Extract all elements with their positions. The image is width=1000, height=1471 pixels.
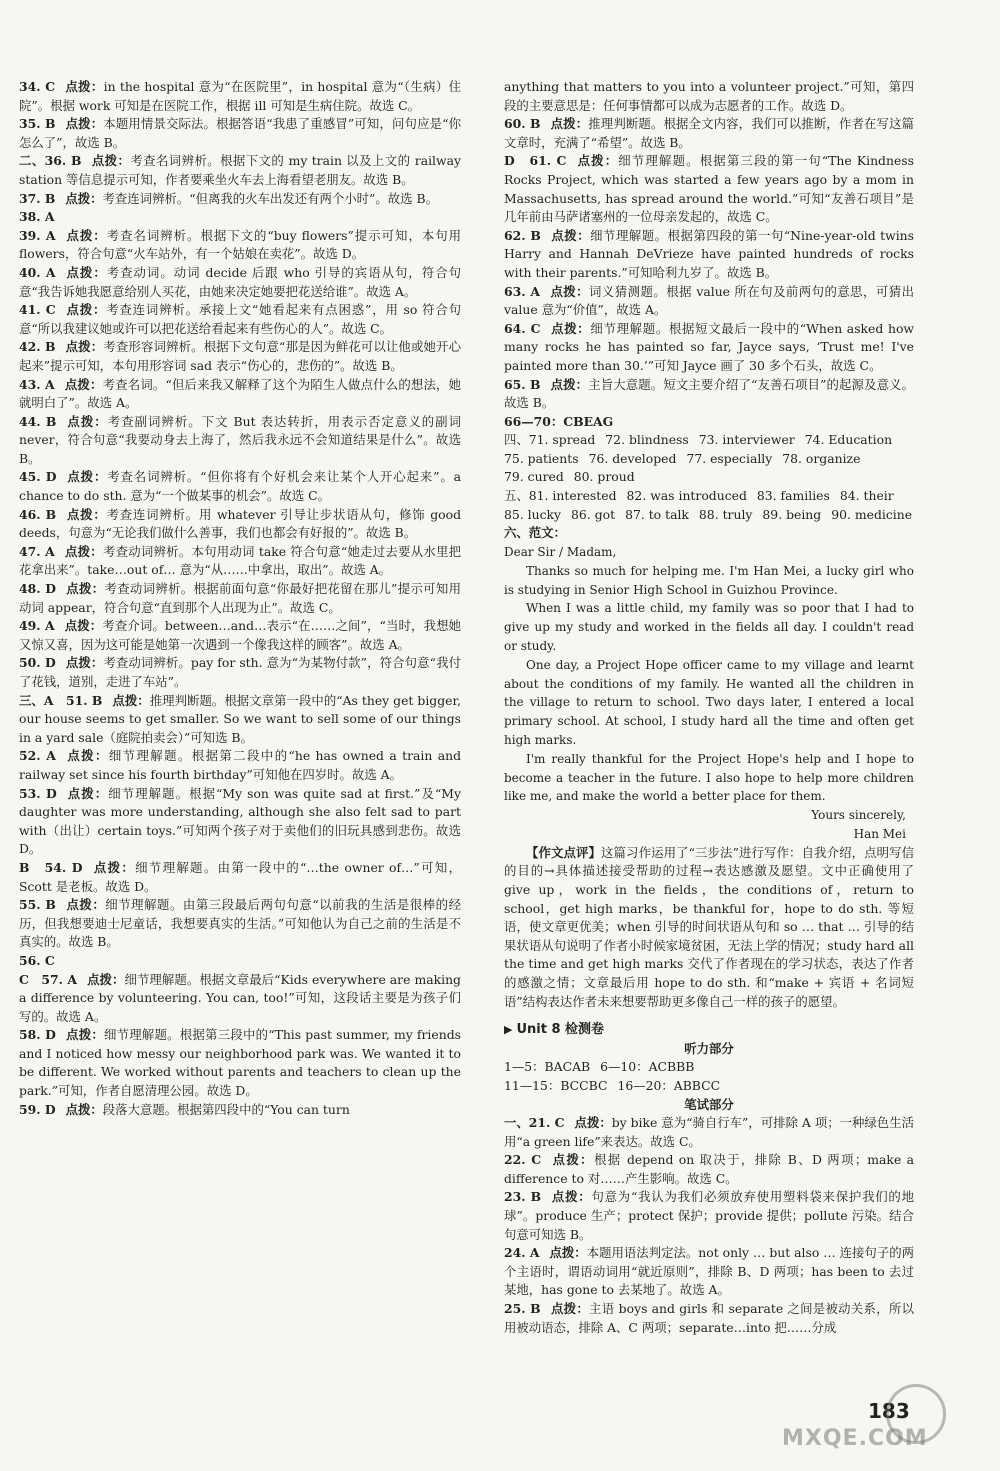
answer-number: 二、36. B <box>19 153 82 169</box>
answer-entry <box>19 971 461 1027</box>
answer-number: 一、21. C <box>504 1115 565 1131</box>
answer-entry <box>19 152 461 189</box>
hint-text: 根据 depend on 取决于，排除 B、D 两项；make a difference to 对……产生影响。故选 C。 <box>504 1152 915 1186</box>
answer-number: 64. C <box>504 320 541 336</box>
hint-text: 考查连词辨析。“但离我的火车出发还有两个小时”。故选 B。 <box>102 190 438 206</box>
answer-entry <box>504 152 914 226</box>
essay-paragraph: When I was a little child, my family was so poor that I had to give up my study and worked in the fields all day. I couldn't read or study. <box>504 601 914 654</box>
listening-row <box>504 1077 914 1096</box>
unit8-title <box>504 1021 914 1040</box>
hint-label: 点拨： <box>550 1301 590 1317</box>
hint-text: 考查形容词辨析。根据下文句意“那是因为鲜花可以让他或她开心起来”提示可知，本句用形容词 sad 表示“伤心的，悲伤的”。故选 B。 <box>19 339 462 373</box>
hint-label: 点拨： <box>66 469 108 485</box>
hint-label: 点拨： <box>65 1027 104 1043</box>
answer-entry <box>19 747 461 784</box>
answer-number: C 57. A <box>19 971 77 987</box>
answer-cell: 五、81. interested <box>504 488 617 504</box>
answer-number: 38. A <box>19 209 55 225</box>
watermark-text: MXQE.COM <box>782 1426 928 1451</box>
answer-entry <box>504 283 914 320</box>
answer-cell: 87. to talk <box>625 506 689 522</box>
answer-number: 53. D <box>19 785 57 801</box>
answer-row <box>504 468 914 487</box>
answer-cell: 78. organize <box>782 450 861 466</box>
answer-row <box>504 431 914 450</box>
answer-number: 63. A <box>504 283 540 299</box>
hint-label: 点拨： <box>65 1101 103 1117</box>
essay-paragraph: One day, a Project Hope officer came to my village and learnt about the conditions of my family. He wanted all the children in the village to return to school. Two days later, I entered a local primary school. At school, I study hard all the time and often get high marks. <box>504 657 914 748</box>
hint-label: 点拨： <box>65 897 106 913</box>
answer-entry <box>19 468 461 505</box>
answer-number: 40. A <box>19 264 56 280</box>
answer-number: B 54. D <box>19 859 83 875</box>
answer-cell: 84. their <box>839 488 894 504</box>
answer-cell: 72. blindness <box>605 432 689 448</box>
hint-text: 考查动词。动词 decide 后跟 who 引导的宾语从句，符合句意“我告诉她我愿意给别人买花，由她来决定她要把花送给谁”。故选 A。 <box>19 264 462 299</box>
answer-cell: 83. families <box>756 488 830 504</box>
essay-comment <box>504 844 914 1011</box>
hint-label: 点拨： <box>66 785 109 801</box>
hint-text: 细节理解题。根据第二段中的“he has owned a train and railway set since his fourth birthday”可知他在四岁时。故选 A。 <box>19 748 462 782</box>
answer-entry <box>504 1244 914 1300</box>
answer-number: 34. C <box>19 79 56 94</box>
answer-entry <box>504 115 914 152</box>
hint-label: 点拨： <box>65 79 104 94</box>
hint-text: 考查连词辨析。承接上文“她看起来有点困惑”，用 so 符合句意“所以我建议她或许可以把花送给看起来有些伤心的人”。故选 C。 <box>19 302 461 336</box>
answer-cell: 6—10：ACBBB <box>600 1059 695 1075</box>
hint-text: 细节理解题。根据短文最后一段中的“When asked how many rocks he has painted so far, Jayce says, ‘Trust me! I've painted more than 30.’”可知 Jayce 画了 30 多个石头，故选 C。 <box>504 320 915 373</box>
hint-text: 推理判断题。根据文章第一段中的“As they get bigger, our house seems to get smaller. So we want to sell some of our things in a yard sale（庭院拍卖会）”可知选 B。 <box>19 692 461 745</box>
left-column <box>19 78 461 1119</box>
answer-number: 62. B <box>504 227 541 243</box>
answer-row <box>504 506 914 525</box>
hint-text: 段落大意题。根据第四段中的“You can turn <box>102 1101 350 1117</box>
unit8-items <box>504 1114 914 1337</box>
answer-cell: 86. got <box>571 506 616 522</box>
answer-entry <box>19 413 461 469</box>
essay-comment-label: 【作文点评】 <box>526 844 602 860</box>
hint-text: 推理判断题。根据全文内容，我们可以推断，作者在写这篇文章时，充满了“希望”。故选 B。 <box>504 116 915 150</box>
answer-number: 55. B <box>19 897 56 913</box>
hint-text: 考查介词。between…and…表示“在……之间”，“当时，我想她又惊又喜，因为这可能是她第一次遇到一个像我这样的顾客”。故选 A。 <box>19 618 462 652</box>
answer-number: 37. B <box>19 190 56 206</box>
answer-cell: 90. medicine <box>831 506 913 522</box>
answer-number: 47. A <box>19 543 55 559</box>
hint-text: 考查副词辨析。下文 But 表达转折，用表示否定意义的副词 never，符合句意“我要动身去上海了，然后我永远不会知道结果是什么”。故选 B。 <box>19 413 461 466</box>
answer-entry <box>504 320 914 376</box>
model-essay <box>504 524 914 1011</box>
answer-entry <box>19 654 461 691</box>
answer-entry <box>19 208 461 227</box>
answer-entry <box>19 896 461 952</box>
hint-text: 考查名词辨析。根据下文的“buy flowers”提示可知，本句用 flowers，符合句意“火车站外，有一个姑娘在卖花”。故选 D。 <box>19 227 462 262</box>
answer-entry <box>19 190 461 209</box>
hint-text: 细节理解题。根据“My son was quite sad at first.”及“My daughter was more understanding, although she also felt sad to part with（出让）certain toys.”可知两个孩子对于卖他们的旧玩具感到悲伤。故选 D。 <box>19 785 461 857</box>
hint-label: 点拨： <box>66 506 107 522</box>
answer-number: 三、A 51. B <box>19 692 103 708</box>
answer-number: 43. A <box>19 376 55 392</box>
listening-row <box>504 1058 914 1077</box>
hint-label: 点拨： <box>64 543 103 559</box>
hint-label: 点拨： <box>64 618 103 634</box>
answer-entry <box>19 1101 461 1120</box>
section-four-answers <box>504 431 914 487</box>
hint-text: by bike 意为“骑自行车”，可排除 A 项；一种绿色生活用“a green life”来表达。故选 C。 <box>504 1115 914 1149</box>
answer-number: 39. A <box>19 227 56 243</box>
answer-number: 49. A <box>19 618 55 634</box>
hint-text: 细节理解题。由第一段中的“…the owner of…”可知，Scott 是老板。故选 D。 <box>19 859 461 894</box>
answer-cell: 1—5：BACAB <box>504 1059 591 1075</box>
hint-label: 点拨： <box>64 376 103 392</box>
answer-cell: 80. proud <box>573 469 635 485</box>
answer-number: 48. D <box>19 581 56 597</box>
hint-label: 点拨： <box>550 320 591 336</box>
hint-label: 点拨： <box>65 748 109 764</box>
answer-number: 45. D <box>19 469 57 485</box>
answer-number: 23. B <box>504 1189 542 1205</box>
answer-entry <box>504 1151 914 1188</box>
hint-text: 词义猜测题。根据 value 所在句及前两句的意思，可猜出 value 意为“价值”，故选 A。 <box>504 283 915 318</box>
hint-label: 点拨： <box>550 376 589 392</box>
watermark-logo <box>778 1380 988 1468</box>
answer-entry <box>19 617 461 654</box>
answer-entry <box>19 580 461 617</box>
answers-60-70 <box>504 78 914 431</box>
essay-heading: 六、范文： <box>504 525 566 541</box>
hint-label: 点拨： <box>65 264 107 280</box>
answer-number: 52. A <box>19 748 56 764</box>
answer-entry <box>19 301 461 338</box>
answer-entry <box>19 376 461 413</box>
answer-cell: 75. patients <box>504 450 579 466</box>
answer-entry <box>504 1188 914 1244</box>
hint-text: 考查动词辨析。pay for sth. 意为“为某物付款”，符合句意“我付了花钱，道别，走进了车站”。 <box>19 655 461 689</box>
hint-label: 点拨： <box>551 1189 592 1205</box>
answer-number: 44. B <box>19 413 57 429</box>
hint-text: 细节理解题。根据文章最后“Kids everywhere are making a difference by volunteering. You can, too!”可知，这段话主要是为孩子们写的。故选 A。 <box>19 971 461 1024</box>
right-column <box>504 78 914 1337</box>
hint-text: 考查名词辨析。“但你将有个好机会来让某个人开心起来”。a chance to do sth. 意为“一个做某事的机会”。故选 C。 <box>19 469 461 504</box>
answer-number: 41. C <box>19 302 56 318</box>
answer-entry <box>19 338 461 375</box>
answer-cell: 73. interviewer <box>698 432 795 448</box>
hint-text: 句意为“我认为我们必须放弃使用塑料袋来保护我们的地球”。produce 生产；protect 保护；provide 提供；pollute 污染。结合句意可知选 B。 <box>504 1189 915 1242</box>
answer-entry <box>504 78 914 115</box>
answer-entry <box>504 1114 914 1151</box>
unit8-title-text: Unit 8 检测卷 <box>516 1022 605 1038</box>
hint-text: 细节理解题。根据第三段中的“This past summer, my friends and I noticed how messy our neighborhood park was. We wanted it to be different. We worked without parents and teachers to clean up the park.”可知，作者自愿清理公园。故选 D。 <box>19 1027 461 1099</box>
answer-entry <box>504 227 914 283</box>
hint-label: 点拨： <box>549 1245 587 1261</box>
answer-number: 25. B <box>504 1301 541 1317</box>
answer-number: 60. B <box>504 116 541 132</box>
hint-label: 点拨： <box>550 116 589 132</box>
answer-cell: 88. truly <box>698 506 753 522</box>
hint-label: 点拨： <box>65 190 103 206</box>
answer-row <box>504 450 914 469</box>
answer-number: D 61. C <box>504 153 567 169</box>
answer-cell: 74. Education <box>804 432 893 448</box>
answer-entry <box>19 952 461 971</box>
hint-text: 主语 boys and girls 和 separate 之间是被动关系，所以用被动语态，排除 A、C 两项；separate…into 把……分成 <box>504 1301 915 1335</box>
answer-entry <box>19 543 461 580</box>
answer-entry <box>19 227 461 264</box>
hint-text: 主旨大意题。短文主要介绍了“友善石项目”的起源及意义。故选 B。 <box>504 376 915 411</box>
answer-entry <box>19 1026 461 1100</box>
essay-greeting: Dear Sir / Madam, <box>504 545 617 560</box>
section-five-answers <box>504 487 914 524</box>
hint-text: 细节理解题。根据第三段的第一句“The Kindness Rocks Project, which was started a few years ago by a mom in Massachusetts, has spread around the world.”可知“友善石项目”是几年前由马萨诸塞州的一位母亲发起的，故选 C。 <box>504 153 915 225</box>
writing-header: 笔试部分 <box>684 1096 734 1112</box>
hint-label: 点拨： <box>112 692 150 708</box>
hint-text: 考查名词。“但后来我又解释了这个为陌生人做点什么的想法，她就明白了”。故选 A。 <box>19 376 462 411</box>
answer-entry <box>19 785 461 859</box>
hint-label: 点拨： <box>574 1115 612 1131</box>
answer-number: 42. B <box>19 339 56 355</box>
answer-number: 46. B <box>19 506 57 522</box>
answer-number: 65. B <box>504 376 541 392</box>
answer-number: 59. D <box>19 1101 56 1117</box>
hint-label: 点拨： <box>86 971 125 987</box>
hint-text: 本题用情景交际法。根据答语“我患了重感冒”可知，问句应是“你怎么了”，故选 B。 <box>19 116 462 150</box>
hint-label: 点拨： <box>65 227 107 243</box>
answer-cell: 11—15：BCCBC <box>504 1077 608 1093</box>
essay-signature: Han Mei <box>853 827 906 841</box>
hint-label: 点拨： <box>576 153 619 169</box>
answer-cell: 77. especially <box>686 450 773 466</box>
answer-number: 66—70：CBEAG <box>504 413 614 429</box>
hint-text: 考查连词辨析。用 whatever 引导让步状语从句，修饰 good deeds，句意为“无论我们做什么善事，我们也都会有好报的”。故选 B。 <box>19 506 462 541</box>
answer-cell: 85. lucky <box>504 506 562 522</box>
answer-cell: 四、71. spread <box>504 432 596 448</box>
essay-comment-text: 这篇习作运用了“三步法”进行写作：自我介绍，点明写信的目的→具体描述接受帮助的过程→表达感激及愿望。文中正确使用了 give up，work in the fields，the conditions of，return to school，get high marks，be thankful for，hope to do sth. 等短语，使文章更优美；when 引导的时间状语从句和 so … that … 引导的结果状语从句说明了作者小时候家境贫困，无法上学的情况；study hard all the time and get high marks 交代了作者现在的学习状态，表达了作者的感激之情；文章最后用 hope to do sth. 和“make + 宾语 + 名词短语”结构表达作者未来想要帮助更多像自己一样的孩子的愿望。 <box>504 844 915 1009</box>
answer-entry <box>19 115 461 152</box>
answer-entry <box>19 859 461 896</box>
hint-label: 点拨： <box>551 1152 594 1168</box>
listening-header: 听力部分 <box>684 1040 734 1056</box>
hint-text: 考查动词辨析。根据前面句意“你最好把花留在那儿”提示可知用动词 appear，符合句意“直到那个人出现为止”。故选 C。 <box>19 581 462 615</box>
answer-entry <box>504 1300 914 1337</box>
answer-entry <box>19 78 461 115</box>
hint-text: in the hospital 意为“在医院里”，in hospital 意为“（生病）住院”。根据 work 可知是在医院工作，根据 ill 可知是生病住院。故选 C。 <box>19 79 461 113</box>
hint-text: 考查名词辨析。根据下文的 my train 以及上文的 railway station 等信息提示可知，作者要乘坐火车去上海看望老朋友。故选 B。 <box>19 153 462 187</box>
answer-entry <box>19 506 461 543</box>
answer-cell: 79. cured <box>504 469 564 485</box>
answer-number: 56. C <box>19 952 55 968</box>
hint-label: 点拨： <box>65 339 104 355</box>
hint-text: anything that matters to you into a volunteer project.”可知，第四段的主要意思是：任何事情都可以成为志愿者的工作。故选 D。 <box>504 79 914 113</box>
hint-label: 点拨： <box>65 581 105 597</box>
hint-label: 点拨： <box>91 153 131 169</box>
page-number: 183 <box>868 1399 910 1423</box>
answer-number: 58. D <box>19 1027 56 1043</box>
answer-row <box>504 487 914 506</box>
answer-entry <box>19 264 461 301</box>
answer-number: 22. C <box>504 1152 542 1168</box>
answer-cell: 89. being <box>762 506 822 522</box>
answer-number: 35. B <box>19 116 56 132</box>
hint-text: 细节理解题。根据第四段的第一句“Nine-year-old twins Harry and Hannah DeVrieze have painted hundreds of rocks with their parents.”可知哈利九岁了。故选 B。 <box>504 227 915 280</box>
answer-entry <box>504 376 914 413</box>
essay-closing: Yours sincerely, <box>811 808 906 823</box>
answer-entry <box>504 413 914 432</box>
hint-text: 本题用语法判定法。not only … but also … 连接句子的两个主语时，谓语动词用“就近原则”，排除 B、D 两项；has been to 去过某地，has gone to 去某地了。故选 A。 <box>504 1245 915 1298</box>
hint-label: 点拨： <box>92 859 136 875</box>
hint-label: 点拨： <box>65 116 104 132</box>
hint-label: 点拨： <box>549 283 590 299</box>
answer-cell: 76. developed <box>588 450 677 466</box>
hint-label: 点拨： <box>65 302 107 318</box>
hint-text: 考查动词辨析。本句用动词 take 符合句意“她走过去要从水里把花拿出来”。take…out of… 意为“从……中拿出，取出”。故选 A。 <box>19 543 462 578</box>
hint-label: 点拨： <box>550 227 591 243</box>
answer-number: 50. D <box>19 655 56 671</box>
listening-answers <box>504 1058 914 1095</box>
answer-number: 24. A <box>504 1245 540 1261</box>
hint-label: 点拨： <box>66 413 108 429</box>
answer-cell: 16—20：ABBCC <box>617 1077 721 1093</box>
triangle-icon: ▶ <box>504 1023 513 1037</box>
essay-paragraph: I'm really thankful for the Project Hope's help and I hope to become a teacher in the future. I also hope to help more children like me, and make the world a better place for them. <box>504 751 914 804</box>
answer-cell: 82. was introduced <box>626 488 747 504</box>
answer-entry <box>19 692 461 748</box>
hint-text: 细节理解题。由第三段最后两句句意“以前我的生活是很棒的经历，但我想要迪士尼童话，我想要真实的生活。”可知他认为自己之前的生活是不真实的。故选 B。 <box>19 897 462 950</box>
essay-paragraph: Thanks so much for helping me. I'm Han Mei, a lucky girl who is studying in Senior High School in Guizhou Province. <box>504 563 914 597</box>
hint-label: 点拨： <box>65 655 104 671</box>
